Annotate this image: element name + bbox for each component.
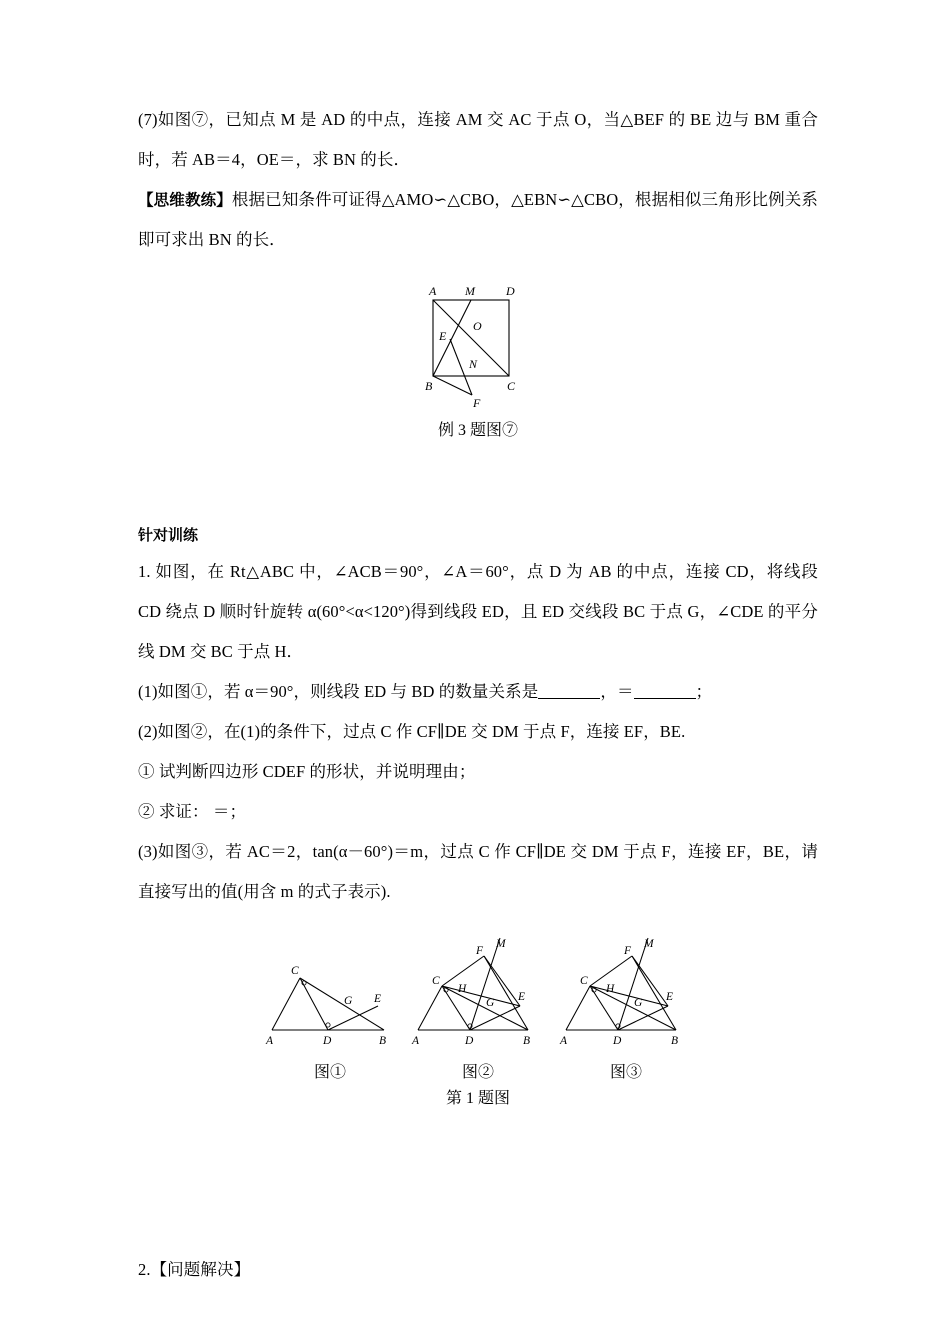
figure-2-group [408, 930, 548, 1086]
label-C: C [507, 379, 516, 393]
label-D: D [613, 1035, 622, 1047]
label-O: O [473, 319, 482, 333]
spacer [138, 1112, 818, 1250]
label-F: F [624, 945, 632, 957]
label-D: D [323, 1035, 332, 1047]
figure-square-caption: 例 3 题图⑦ [437, 422, 518, 439]
answer-blank-2[interactable] [634, 698, 696, 699]
label-F: F [473, 396, 481, 410]
label-C: C [291, 965, 299, 977]
label-G: G [344, 995, 353, 1007]
question-1-part2-item2: ② 求证： ＝； [138, 802, 247, 821]
label-B: B [523, 1035, 531, 1047]
label-F: F [476, 945, 484, 957]
label-G: G [486, 997, 495, 1009]
label-C: C [580, 975, 588, 987]
part1-text-c: ＝ [616, 682, 634, 701]
label-E: E [518, 991, 526, 1003]
label-D: D [465, 1035, 474, 1047]
figure-square-row [138, 278, 818, 418]
question-1-part2-item1: ① 试判断四边形 CDEF 的形状，并说明理由； [138, 762, 476, 781]
label-D: D [506, 284, 515, 298]
figure-2-svg [408, 930, 548, 1060]
figure-1-caption: 图① [313, 1064, 346, 1081]
hint-text: 根据已知条件可证得△AMO∽△CBO，△EBN∽△CBO，根据相似三角形比例关系即可求出 BN 的长． [138, 190, 818, 249]
figure-square-wrap [138, 278, 818, 444]
part1-text-d: ； [695, 682, 713, 701]
spacer [138, 912, 818, 930]
question-7-text: (7)如图⑦，已知点 M 是 AD 的中点，连接 AM 交 AC 于点 O，当△BEF 的 BE 边与 BM 重合时，若 AB＝4，OE＝，求 BN 的长． [138, 110, 818, 169]
question-2-heading: 2.【问题解决】 [138, 1260, 251, 1279]
label-B: B [379, 1035, 387, 1047]
label-B: B [425, 379, 433, 393]
hint-paragraph [138, 180, 818, 260]
label-M: M [465, 284, 475, 298]
label-G: G [634, 997, 643, 1009]
question-1-part3: (3)如图③，若 AC＝2，tan(α－60°)＝m，过点 C 作 CF∥DE 交 DM 于点 F，连接 EF，BE，请直接写出的值(用含 m 的式子表示). [138, 842, 818, 901]
figure-triangles-caption: 第 1 题图 [445, 1090, 510, 1107]
question-1-stem: 1. 如图，在 Rt△ABC 中，∠ACB＝90°，∠A＝60°，点 D 为 AB 的中点，连接 CD，将线段 CD 绕点 D 顺时针旋转 α(60°<α<120°)得到线段 ED，且 ED 交线段 BC 于点 G，∠CDE 的平分线 DM 交 BC 于点 H． [138, 562, 818, 661]
figure-1-group [260, 930, 400, 1086]
label-A: A [560, 1035, 568, 1047]
label-A: A [266, 1035, 274, 1047]
label-H: H [606, 983, 615, 995]
answer-blank-1[interactable] [538, 698, 600, 699]
figure-triangles-row [138, 930, 818, 1086]
label-A: A [429, 284, 437, 298]
label-E: E [666, 991, 674, 1003]
label-C: C [432, 975, 440, 987]
label-N: N [469, 357, 478, 371]
question-1-part2: (2)如图②，在(1)的条件下，过点 C 作 CF∥DE 交 DM 于点 F，连接 EF，BE. [138, 722, 686, 741]
label-B: B [671, 1035, 679, 1047]
figure-2-caption: 图② [461, 1064, 494, 1081]
hint-label: 【思维教练】 [138, 191, 232, 209]
part1-text-b: ， [600, 682, 617, 701]
label-E: E [439, 329, 447, 343]
label-M: M [644, 938, 654, 950]
figure-3-group [556, 930, 696, 1086]
spacer [138, 444, 818, 518]
part1-text-a: (1)如图①，若 α＝90°，则线段 ED 与 BD 的数量关系是 [138, 682, 539, 701]
question-1-part1 [138, 672, 818, 712]
figure-3-caption: 图③ [609, 1064, 642, 1081]
figure-triangles-wrap [138, 930, 818, 1112]
label-A: A [412, 1035, 420, 1047]
label-M: M [496, 938, 506, 950]
document-body [138, 100, 818, 1290]
spacer [138, 260, 818, 278]
figure-3-svg [556, 930, 696, 1060]
label-E: E [374, 993, 382, 1005]
figure-square-svg [403, 278, 553, 418]
label-H: H [458, 983, 467, 995]
figure-1-svg [260, 930, 400, 1060]
section-title: 针对训练 [138, 526, 199, 544]
